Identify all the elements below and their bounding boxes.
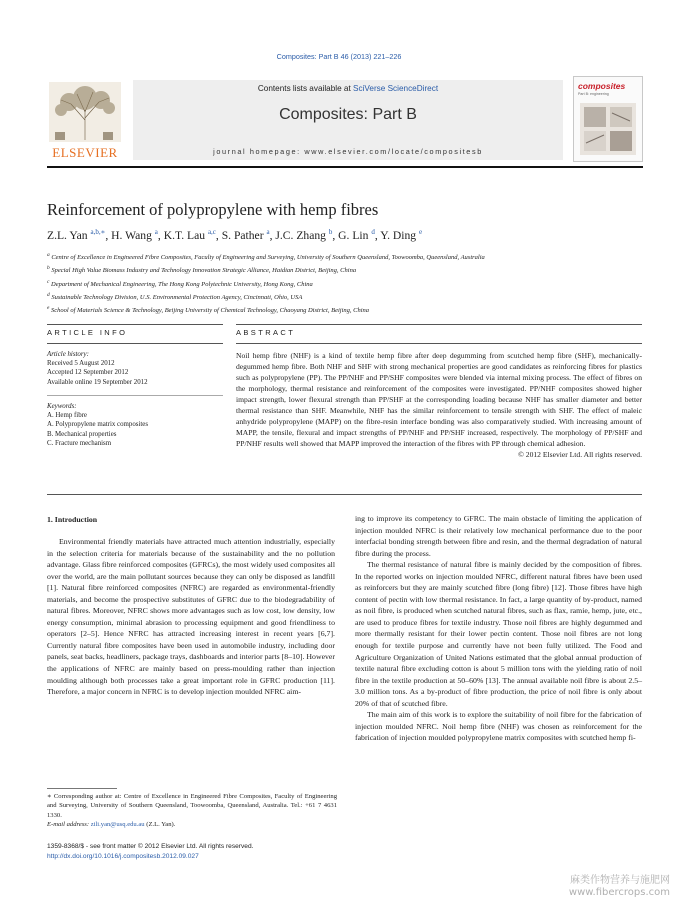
abstract-text: Noil hemp fibre (NHF) is a kind of textile hemp fibre after deep degumming from scutched hemp fibre (SHF), mechanically-degummed hemp fibre. Both NHF and SHF with strong mechanical properties are good candidates as reinforcing fibres for plastics such as polypropylene (PP). The PP/NHF and PP/SHF composites were blended via internal mixing process. The effect of fibres on the morphology, thermal resistance and reinforcement of the composites were investigated. PP/NHF composites showed higher impact strength, lower flexural strength than PP/SHF at the corresponding loading because NHF has smaller diameter and better thermal resistance than SHF. Meanwhile, NHF has the similar reinforcement to tensile strength with SHF. The effect of maleic anhydride polypropylene (MAPP) on the fibre-resin interface bonding was also comparatively studied. With increasing amount of MAPP, the tensile, flexural and impact strengths of PP/NHF and PP/SHF increased, respectively. The morphology of PP/SHF and PP/NHF results well showed that MAPP improved the interaction of the fibres with PP through chemical adhesion. (236, 351, 642, 448)
affiliation: $^d$ Sustainable Technology Division, U.S. Environmental Protection Agency, Cincinnati, Ohio, USA (47, 292, 303, 302)
history-divider (47, 395, 223, 396)
footnote-text: ∗ Corresponding author at: Centre of Excellence in Engineered Fibre Composites, Faculty of Engineering and Surveying, University of Southern Queensland, Toowoomba, Queensland, Australia. Tel.: +61 7 4631 1330. (47, 793, 337, 819)
abstract-rule-top (236, 324, 642, 325)
history-item: Received 5 August 2012 (47, 360, 115, 368)
header-divider (47, 166, 643, 168)
sciencedirect-link[interactable]: SciVerse ScienceDirect (353, 84, 439, 93)
affiliations (47, 250, 643, 317)
corresponding-author-footnote (47, 792, 337, 830)
journal-cover-thumbnail[interactable] (573, 76, 643, 162)
paragraph: Environmental friendly materials have attracted much attention industrially, especially in the selection criteria for materials because of the sustainability and the no pollution advantage. Glass fibre reinforced composites (GFRCs), the most widely used composites all over the world, are the main pollutant sources because they can only be disposed as landfill [1]. Natural fibre reinforced composites (NFRC) are regarded as environmental-friendly materials, and become the prospective substitutes of GFRC due to the biodegradability of natural fibres. Moreover, NFRC shows more advantages such as low cost, low density, low energy consumption, minimal abrasion to processing equipment and good friendliness to operators [2–5]. Hence NFRC has attracted increasing interest in recent years [6,7]. Currently natural fibre composites have been used in automobile industry, including door panels, seat backs, headliners, package trays, dashboards and interior parts [8–10]. However the applications of NFRC are mainly based on press-moulding rather than injection moulding although both processes take a great important role in GFRC production [11]. Therefore, a major concern in NFRC is to develop injection moulded NFRC aim- (47, 537, 335, 697)
footnote-email-line: E-mail address: zili.yan@usq.edu.au (Z.L. Yan). (47, 821, 176, 829)
author[interactable]: J.C. Zhang $^b$ (275, 228, 333, 242)
affiliation: $^a$ Centre of Excellence in Engineered Fibre Composites, Faculty of Engineering and Surveying, University of Southern Queensland, Toowoomba, Queensland, Australia (47, 252, 485, 262)
journal-title: Composites: Part B (279, 106, 417, 123)
article-info-heading: ARTICLE INFO (47, 328, 128, 337)
author-list: Z.L. Yan $^{a,b,∗}$, H. Wang $^a$, K.T. Lau $^{a,c}$, S. Pather $^a$, J.C. Zhang $^b$, G. Lin $^d$, Y. Ding $^e$ (47, 228, 423, 242)
journal-homepage[interactable]: journal homepage: www.elsevier.com/locate/compositesb (213, 147, 483, 156)
author[interactable]: H. Wang $^a$ (111, 228, 158, 242)
cover-subtitle: Part B: engineering (578, 92, 609, 96)
author[interactable]: G. Lin $^d$ (338, 228, 375, 242)
issn-line: 1359-8368/$ - see front matter © 2012 Elsevier Ltd. All rights reserved. (47, 843, 254, 850)
issn-block (47, 842, 347, 861)
author[interactable]: Y. Ding $^e$ (380, 228, 423, 242)
contents-prefix: Contents lists available at (257, 84, 354, 93)
journal-reference[interactable]: Composites: Part B 46 (2013) 221–226 (276, 52, 402, 61)
cover-artwork-icon (580, 103, 636, 155)
paragraph: The main aim of this work is to explore the suitability of noil fibre for the fabrication of injection moulded NFRC. Noil hemp fibre (NHF) was chosen as reinforcement for the fabrication of injection moulded polypropylene matrix composites with scutched hemp fi- (355, 710, 642, 743)
affiliation: $^b$ Special High Value Biomass Industry and Technology Innovation Strategic Alliance, Haidian District, Beijing, China (47, 265, 357, 275)
history-item: Accepted 12 September 2012 (47, 369, 129, 377)
abstract-body (236, 351, 642, 461)
abstract-copyright: © 2012 Elsevier Ltd. All rights reserved. (518, 449, 642, 459)
author[interactable]: S. Pather $^a$ (221, 228, 270, 242)
keyword[interactable]: A. Hemp fibre (47, 412, 87, 420)
affiliation: $^c$ Department of Mechanical Engineering, The Hong Kong Polytechnic University, Hong Kong, China (47, 278, 313, 288)
section-heading-introduction: 1. Introduction (47, 515, 98, 524)
keywords-label: Keywords: (47, 403, 77, 410)
elsevier-wordmark: ELSEVIER (52, 145, 118, 160)
paper-title: Reinforcement of polypropylene with hemp fibres (47, 200, 379, 219)
history-item: Available online 19 September 2012 (47, 378, 148, 386)
doi-link[interactable]: http://dx.doi.org/10.1016/j.compositesb.2012.09.027 (47, 852, 199, 860)
article-info-rule (47, 343, 223, 344)
keywords (47, 402, 223, 448)
article-info-rule-top (47, 324, 223, 325)
abstract-heading: ABSTRACT (236, 328, 296, 337)
keyword[interactable]: A. Polypropylene matrix composites (47, 421, 149, 429)
keyword[interactable]: B. Mechanical properties (47, 430, 117, 438)
paragraph: ing to improve its competency to GFRC. The main obstacle of limiting the application of injection moulded NFRC is their relatively low mechanical performance due to the poor interfacial bonding strength between fibre and resin, and the thermal degradation of natural fibre during the process. (355, 514, 642, 558)
abstract-bottom-rule (47, 494, 642, 495)
author-email-link[interactable]: zili.yan@usq.edu.au (90, 821, 145, 829)
author[interactable]: Z.L. Yan $^{a,b,∗}$ (47, 228, 106, 242)
intro-left-column (47, 536, 335, 698)
site-watermark: 麻类作物营养与施肥网 www.fibercrops.com (568, 875, 670, 898)
paragraph: The thermal resistance of natural fibre is mainly decided by the composition of fibres. In the reported works on injection moulded NFRC, different natural fibres have been used as reinforcers but they are mainly scutched fibre (long fibre) [12]. Those fibres have high content of pectin with low thermal resistance. In fact, a large quantity of by-product, named as noil fibre, is produced when scutched natural fibres, such as flax, ramie, hemp, jute, etc., are used to produce fibres for textile industry. Those noil fibres are highly degummed and more thermally resistant for their lower pectin content. Those noil fibres are not long enough for textile purpose and currently have not been fully utilized. The Food and Agriculture Organization of United Nations estimated that the global annual production of textile natural fibre excluding cotton is about 5 million tons with the yielding ratio of noil fibre in the textile production at 50–60% [13]. The annual available noil fibre is about 2.5–3.0 million tons. As a by-product of fibre production, the price of noil fibre is only about 20% of that of scutched fibre. (355, 560, 642, 708)
contents-availability (133, 84, 563, 93)
keyword[interactable]: C. Fracture mechanism (47, 439, 112, 447)
intro-right-column (355, 513, 642, 744)
footnote-rule (47, 788, 117, 789)
cover-title: composites (578, 81, 626, 91)
history-label: Article history: (47, 351, 89, 358)
affiliation: $^e$ School of Materials Science & Technology, Beijing University of Chemical Technology, Chaoyang District, Beijing, China (47, 305, 370, 315)
abstract-rule (236, 343, 642, 344)
author[interactable]: K.T. Lau $^{a,c}$ (163, 228, 216, 242)
article-history (47, 350, 223, 387)
